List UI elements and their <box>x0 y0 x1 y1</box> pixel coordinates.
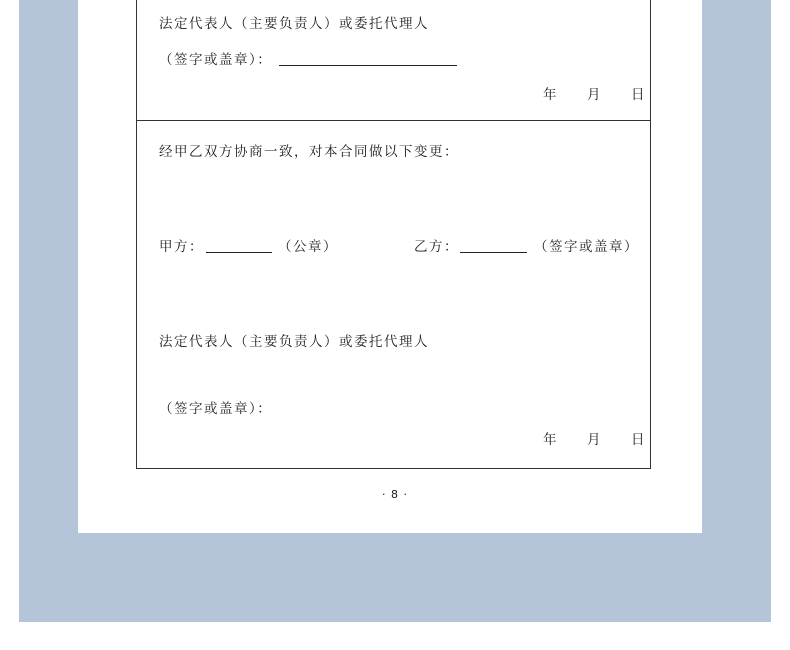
party-a-field[interactable] <box>206 239 272 253</box>
date-month-2: 月 <box>587 432 602 448</box>
date-year-2: 年 <box>543 432 558 448</box>
date-month: 月 <box>587 87 602 103</box>
legal-representative-line: 法定代表人（主要负责人）或委托代理人 <box>159 16 429 32</box>
date-day: 日 <box>631 87 646 103</box>
signature-label-text: （签字或盖章）： <box>159 52 273 68</box>
date-year: 年 <box>543 87 558 103</box>
party-a-label: 甲方： <box>159 239 204 255</box>
party-a-seal-note: （公章） <box>278 239 338 255</box>
contract-change-form <box>136 0 651 469</box>
party-b-label: 乙方： <box>414 239 459 255</box>
signature-label-2: （签字或盖章）： <box>159 401 273 417</box>
change-intro: 经甲乙双方协商一致，对本合同做以下变更： <box>159 144 459 160</box>
signature-field[interactable] <box>279 52 457 66</box>
page-number: · 8 · <box>382 488 408 501</box>
legal-representative-line-2: 法定代表人（主要负责人）或委托代理人 <box>159 334 429 350</box>
section-divider <box>137 120 650 121</box>
date-day-2: 日 <box>631 432 646 448</box>
party-b-seal-note: （签字或盖章） <box>534 239 639 255</box>
party-b-field[interactable] <box>460 239 527 253</box>
signature-label <box>159 52 272 68</box>
